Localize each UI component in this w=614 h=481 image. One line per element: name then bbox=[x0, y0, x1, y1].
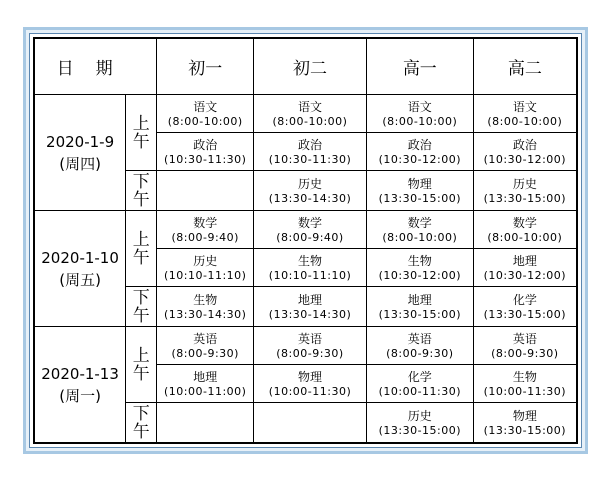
exam-time: (13:30-14:30) bbox=[268, 191, 352, 205]
exam-subject: 地理 bbox=[512, 253, 537, 268]
half-day-char-2: 午 bbox=[132, 189, 150, 210]
exam-cell bbox=[366, 287, 473, 327]
exam-subject: 化学 bbox=[407, 369, 432, 384]
exam-subject: 历史 bbox=[298, 176, 323, 191]
exam-subject: 语文 bbox=[407, 99, 432, 114]
exam-time: (10:00-11:00) bbox=[164, 384, 247, 398]
morning-label bbox=[126, 327, 157, 403]
exam-time: (10:00-11:30) bbox=[483, 384, 567, 398]
day-row-morning-1 bbox=[34, 327, 577, 365]
exam-subject: 生物 bbox=[512, 369, 537, 384]
exam-subject: 英语 bbox=[407, 331, 432, 346]
exam-time: (8:00-10:00) bbox=[487, 114, 563, 128]
weekday-text: (周五) bbox=[59, 270, 101, 289]
schedule-frame bbox=[23, 27, 588, 454]
exam-subject: 数学 bbox=[512, 215, 537, 230]
exam-subject: 英语 bbox=[512, 331, 537, 346]
exam-cell bbox=[366, 133, 473, 171]
exam-subject: 历史 bbox=[407, 408, 432, 423]
exam-time: (8:00-9:40) bbox=[171, 230, 239, 244]
exam-time: (13:30-15:00) bbox=[483, 307, 567, 321]
exam-cell bbox=[157, 211, 254, 249]
exam-cell bbox=[157, 327, 254, 365]
day-row-morning-1 bbox=[34, 211, 577, 249]
date-text: 2020-1-9 bbox=[46, 132, 115, 151]
date-text: 2020-1-10 bbox=[41, 248, 119, 267]
exam-time: (10:00-11:30) bbox=[268, 384, 352, 398]
exam-subject: 生物 bbox=[193, 292, 218, 307]
exam-subject: 地理 bbox=[298, 292, 323, 307]
exam-subject: 语文 bbox=[512, 99, 537, 114]
exam-subject: 数学 bbox=[193, 215, 218, 230]
half-day-char-1: 上 bbox=[132, 113, 150, 134]
exam-time: (10:30-11:30) bbox=[164, 152, 247, 166]
half-day-char-1: 上 bbox=[132, 229, 150, 250]
morning-label bbox=[126, 211, 157, 287]
exam-cell bbox=[473, 365, 577, 403]
exam-cell bbox=[366, 171, 473, 211]
exam-subject: 地理 bbox=[407, 292, 432, 307]
exam-cell bbox=[254, 327, 367, 365]
exam-subject: 地理 bbox=[193, 369, 218, 384]
exam-time: (8:00-10:00) bbox=[167, 114, 243, 128]
day-row-morning-1 bbox=[34, 95, 577, 133]
exam-schedule-table bbox=[33, 37, 578, 444]
date-text: 2020-1-13 bbox=[41, 364, 119, 383]
exam-time: (13:30-14:30) bbox=[268, 307, 352, 321]
exam-cell bbox=[157, 249, 254, 287]
exam-cell bbox=[473, 403, 577, 443]
half-day-char-2: 午 bbox=[132, 421, 150, 442]
exam-time: (10:30-12:00) bbox=[378, 268, 462, 282]
exam-time: (8:00-9:30) bbox=[276, 346, 344, 360]
exam-time: (8:00-10:00) bbox=[382, 230, 458, 244]
schedule-inner-border bbox=[29, 33, 582, 448]
exam-time: (10:30-12:00) bbox=[483, 152, 567, 166]
exam-cell bbox=[254, 365, 367, 403]
grade-header-3: 高一 bbox=[366, 38, 473, 95]
afternoon-label bbox=[126, 287, 157, 327]
date-cell bbox=[34, 95, 126, 211]
exam-time: (13:30-15:00) bbox=[483, 423, 567, 437]
exam-time: (13:30-14:30) bbox=[164, 307, 247, 321]
half-day-char-1: 下 bbox=[132, 403, 150, 424]
exam-time: (8:00-9:30) bbox=[386, 346, 454, 360]
exam-cell bbox=[254, 171, 367, 211]
exam-time: (13:30-15:00) bbox=[378, 423, 462, 437]
exam-time: (8:00-10:00) bbox=[487, 230, 563, 244]
exam-cell bbox=[366, 365, 473, 403]
exam-subject: 物理 bbox=[298, 369, 323, 384]
exam-cell bbox=[157, 287, 254, 327]
exam-subject: 历史 bbox=[512, 176, 537, 191]
exam-subject: 语文 bbox=[193, 99, 218, 114]
exam-cell bbox=[366, 327, 473, 365]
exam-cell bbox=[254, 403, 367, 443]
exam-subject: 物理 bbox=[512, 408, 537, 423]
exam-time: (13:30-15:00) bbox=[483, 191, 567, 205]
exam-cell bbox=[157, 95, 254, 133]
half-day-char-2: 午 bbox=[132, 305, 150, 326]
afternoon-label bbox=[126, 403, 157, 443]
exam-cell bbox=[157, 365, 254, 403]
half-day-char-2: 午 bbox=[132, 247, 150, 268]
exam-time: (10:30-11:30) bbox=[268, 152, 352, 166]
date-cell bbox=[34, 327, 126, 443]
half-day-char-1: 上 bbox=[132, 345, 150, 366]
exam-subject: 生物 bbox=[407, 253, 432, 268]
exam-subject: 政治 bbox=[193, 137, 218, 152]
exam-time: (13:30-15:00) bbox=[378, 191, 462, 205]
exam-cell bbox=[473, 249, 577, 287]
exam-cell bbox=[473, 211, 577, 249]
half-day-char-1: 下 bbox=[132, 287, 150, 308]
exam-subject: 政治 bbox=[407, 137, 432, 152]
exam-cell bbox=[473, 327, 577, 365]
exam-subject: 英语 bbox=[193, 331, 218, 346]
date-cell bbox=[34, 211, 126, 327]
exam-time: (10:30-12:00) bbox=[483, 268, 567, 282]
exam-subject: 数学 bbox=[407, 215, 432, 230]
date-header: 日期 bbox=[34, 38, 157, 95]
exam-cell bbox=[473, 95, 577, 133]
exam-time: (10:00-11:30) bbox=[378, 384, 462, 398]
schedule-body bbox=[34, 95, 577, 444]
exam-subject: 语文 bbox=[298, 99, 323, 114]
exam-cell bbox=[157, 133, 254, 171]
weekday-text: (周四) bbox=[59, 154, 101, 173]
exam-time: (10:10-11:10) bbox=[164, 268, 247, 282]
exam-subject: 历史 bbox=[193, 253, 218, 268]
exam-subject: 政治 bbox=[512, 137, 537, 152]
exam-cell bbox=[254, 211, 367, 249]
exam-time: (8:00-10:00) bbox=[272, 114, 348, 128]
exam-time: (13:30-15:00) bbox=[378, 307, 462, 321]
exam-time: (8:00-10:00) bbox=[382, 114, 458, 128]
grade-header-1: 初一 bbox=[157, 38, 254, 95]
exam-cell bbox=[254, 95, 367, 133]
morning-label bbox=[126, 95, 157, 171]
exam-cell bbox=[254, 287, 367, 327]
half-day-char-2: 午 bbox=[132, 363, 150, 384]
exam-cell bbox=[366, 95, 473, 133]
exam-time: (8:00-9:40) bbox=[276, 230, 344, 244]
exam-cell bbox=[157, 403, 254, 443]
exam-cell bbox=[473, 133, 577, 171]
exam-subject: 政治 bbox=[298, 137, 323, 152]
exam-cell bbox=[366, 403, 473, 443]
half-day-char-2: 午 bbox=[132, 131, 150, 152]
header-row bbox=[34, 38, 577, 95]
half-day-char-1: 下 bbox=[132, 171, 150, 192]
exam-time: (8:00-9:30) bbox=[491, 346, 559, 360]
exam-subject: 英语 bbox=[298, 331, 323, 346]
exam-subject: 物理 bbox=[407, 176, 432, 191]
exam-cell bbox=[254, 133, 367, 171]
weekday-text: (周一) bbox=[59, 386, 101, 405]
grade-header-2: 初二 bbox=[254, 38, 367, 95]
exam-cell bbox=[473, 287, 577, 327]
exam-time: (10:10-11:10) bbox=[268, 268, 352, 282]
exam-time: (8:00-9:30) bbox=[171, 346, 239, 360]
exam-cell bbox=[473, 171, 577, 211]
exam-cell bbox=[157, 171, 254, 211]
grade-header-4: 高二 bbox=[473, 38, 577, 95]
exam-subject: 数学 bbox=[298, 215, 323, 230]
afternoon-label bbox=[126, 171, 157, 211]
exam-cell bbox=[366, 211, 473, 249]
exam-cell bbox=[366, 249, 473, 287]
exam-time: (10:30-12:00) bbox=[378, 152, 462, 166]
exam-subject: 化学 bbox=[512, 292, 537, 307]
exam-cell bbox=[254, 249, 367, 287]
exam-subject: 生物 bbox=[298, 253, 323, 268]
